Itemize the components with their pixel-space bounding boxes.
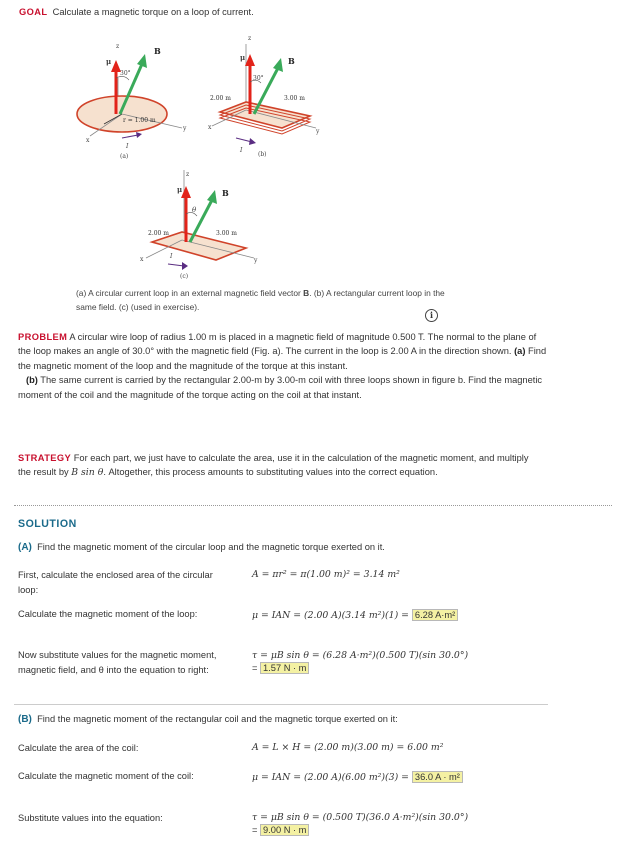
fig-b-tag: (b) <box>258 151 267 158</box>
part-b-heading <box>18 713 398 727</box>
part-a-result-moment: 6.28 A·m² <box>412 609 458 621</box>
fig-b-angle: 30° <box>253 75 264 82</box>
info-icon[interactable]: i <box>425 309 438 322</box>
caption-part1: (a) A circular current loop in an external magnetic field vector <box>76 288 304 298</box>
figure-caption <box>76 287 456 315</box>
part-b-eq2 <box>252 771 463 784</box>
fig-b-mu: μ <box>240 53 246 62</box>
part-a-eq1 <box>252 568 400 581</box>
fig-c-B: B <box>222 188 229 198</box>
fig-c-y: y <box>254 257 258 264</box>
part-b-label: (B) <box>18 714 32 725</box>
fig-c-x: x <box>140 256 144 263</box>
part-b-result-torque: 9.00 N · m <box>260 824 309 836</box>
figure-loops <box>70 30 410 282</box>
strategy-label: STRATEGY <box>18 453 72 463</box>
part-b-eq1-text: A = L × H = (2.00 m)(3.00 m) = 6.00 m² <box>252 742 444 753</box>
part-a-eq2 <box>252 609 458 622</box>
fig-c-mu: μ <box>177 185 183 194</box>
part-a-step1: First, calculate the enclosed area of the circular loop: <box>18 570 213 596</box>
caption-part2: . (b) A rectangular current loop in the same field. (c) (used in exercise). <box>76 288 445 312</box>
part-a-step3: Now substitute values for the magnetic moment, magnetic field, and θ into the equation to right: <box>18 650 217 676</box>
part-b-eq2-text: μ = IAN = (2.00 A)(6.00 m²)(3) = <box>252 772 412 783</box>
problem-b-text: The same current is carried by the rectangular 2.00-m by 3.00-m coil with three loops shown in figure b. Find the magnetic moment of the coil and the magnitude of the torque acting on the coil at that instant. <box>18 375 543 400</box>
strategy-text2: . Altogether, this process amounts to substituting values into the correct equation. <box>103 467 438 478</box>
fig-b-h: 3.00 m <box>284 95 305 102</box>
part-b-result-moment: 36.0 A · m² <box>412 771 463 783</box>
part-b-step1: Calculate the area of the coil: <box>18 743 139 753</box>
part-b-eq3-result: = 9.00 N · m <box>252 824 309 837</box>
problem-a-label: (a) <box>514 346 526 357</box>
separator <box>14 704 548 705</box>
part-b-eq1 <box>252 741 443 754</box>
fig-a-y: y <box>183 125 187 132</box>
fig-a-mu: μ <box>106 57 112 66</box>
fig-a-radius: r = 1.00 m <box>123 117 156 124</box>
figure-a <box>77 43 187 160</box>
goal-label: GOAL <box>19 7 48 17</box>
fig-c-I: I <box>170 253 173 260</box>
part-a-eq3 <box>252 649 468 662</box>
strategy-text1: For each part, we just have to calculate the area, use it in the calculation of the magnetic moment, and multiply the result by <box>18 453 529 478</box>
part-a-heading <box>18 541 385 555</box>
goal-text: Calculate a magnetic torque on a loop of current. <box>52 7 254 17</box>
fig-b-I: I <box>240 147 243 154</box>
solution-title: SOLUTION <box>18 518 77 530</box>
fig-b-B: B <box>288 56 295 66</box>
part-a-result-torque: 1.57 N · m <box>260 662 309 674</box>
fig-c-z: z <box>186 171 190 178</box>
goal-line <box>19 6 254 19</box>
fig-a-z: z <box>116 43 120 50</box>
part-b-eq3 <box>252 811 468 824</box>
part-a-label: (A) <box>18 542 32 553</box>
part-a-eq3-text: τ = μB sin θ = (6.28 A·m²)(0.500 T)(sin 30.0°) <box>252 650 469 661</box>
problem-a-text: Find the magnetic moment of the loop and the magnitude of the torque at this instant. <box>18 346 547 371</box>
part-b-eq3-text: τ = μB sin θ = (0.500 T)(36.0 A·m²)(sin 30.0°) <box>252 812 469 823</box>
fig-b-w: 2.00 m <box>210 95 231 102</box>
fig-c-h: 3.00 m <box>216 230 237 237</box>
part-a-step2: Calculate the magnetic moment of the loop: <box>18 609 198 619</box>
fig-b-z: z <box>248 35 252 42</box>
part-b-heading-text: Find the magnetic moment of the rectangular coil and the magnetic torque exerted on it: <box>37 714 398 724</box>
fig-c-theta: θ <box>192 206 197 214</box>
figure-b <box>208 35 320 158</box>
fig-a-I: I <box>126 143 129 150</box>
problem-block <box>18 330 550 402</box>
strategy-block <box>18 451 538 481</box>
part-a-eq2-text: μ = IAN = (2.00 A)(3.14 m²)(1) = <box>252 610 412 621</box>
divider <box>14 505 612 506</box>
part-b-step3: Substitute values into the equation: <box>18 813 163 823</box>
figure-c <box>140 170 258 280</box>
fig-c-w: 2.00 m <box>148 230 169 237</box>
strategy-sym: B sin θ <box>71 467 104 479</box>
fig-b-y: y <box>316 128 320 135</box>
fig-a-tag: (a) <box>120 153 129 160</box>
part-b-step2: Calculate the magnetic moment of the coil: <box>18 771 194 781</box>
caption-bold: B <box>303 288 310 298</box>
part-a-heading-text: Find the magnetic moment of the circular loop and the magnetic torque exerted on it. <box>37 542 385 552</box>
fig-a-B: B <box>154 46 161 56</box>
part-a-eq3-result: = 1.57 N · m <box>252 662 309 675</box>
problem-b-label: (b) <box>26 375 38 386</box>
problem-text: A circular wire loop of radius 1.00 m is placed in a magnetic field of magnitude 0.500 T. The normal to the plane of the loop makes an angle of 30.0° with the magnetic field (Fig. a). The current in the loop is 2.00 A in the direction shown. <box>18 332 537 357</box>
fig-a-angle: 30° <box>120 70 131 77</box>
problem-label: PROBLEM <box>18 332 68 342</box>
fig-b-x: x <box>208 124 212 131</box>
fig-c-tag: (c) <box>180 273 189 280</box>
part-a-eq1-text: A = πr² = π(1.00 m)² = 3.14 m² <box>252 569 400 580</box>
fig-a-x: x <box>86 137 90 144</box>
